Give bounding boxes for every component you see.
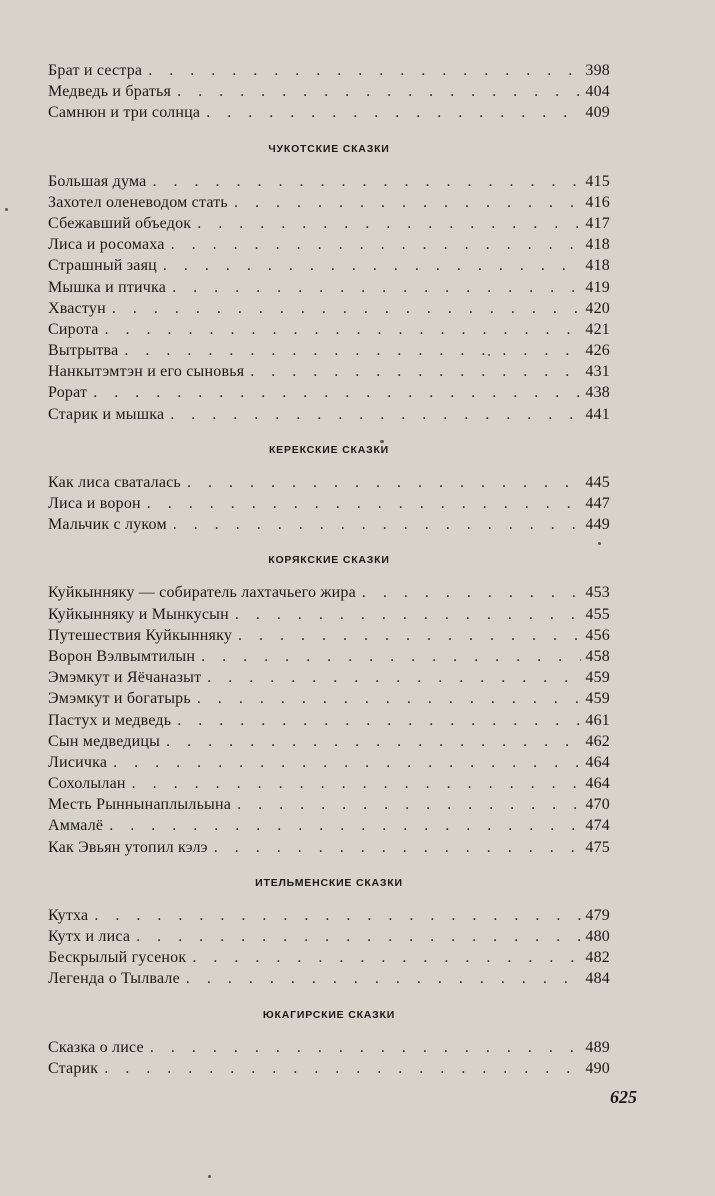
page-number: 625 [610, 1087, 637, 1107]
entry-title: Старик [48, 1059, 99, 1077]
entry-page-number: 490 [585, 1059, 610, 1077]
dot-leader [94, 905, 581, 926]
toc-entry [48, 340, 610, 361]
entry-page-number: 456 [585, 626, 610, 644]
entry-page-number: 445 [585, 473, 610, 491]
entry-title: Мышка и птичка [48, 278, 167, 296]
toc-entry [48, 514, 610, 535]
entry-title: Куйкынняку и Мынкусын [48, 605, 229, 623]
table-of-contents [48, 60, 610, 1079]
toc-entry [48, 213, 610, 234]
paper-speck [598, 542, 601, 545]
toc-section [48, 129, 610, 425]
dot-leader [237, 794, 581, 815]
toc-entry [48, 667, 610, 688]
dot-leader [93, 382, 581, 403]
paper-speck [208, 1175, 211, 1178]
section-heading: ЮКАГИРСКИЕ СКАЗКИ [262, 1008, 396, 1021]
toc-entry [48, 102, 610, 123]
toc-section [48, 430, 610, 536]
toc-entry [48, 255, 610, 276]
entry-title: Куйкынняку — собиратель лахтачьего жира [48, 584, 356, 602]
toc-entry [48, 361, 610, 382]
entry-title: Захотел оленеводом стать [48, 193, 228, 211]
dot-leader [235, 604, 582, 625]
entry-title: Самнюн и три солнца [48, 104, 201, 122]
entry-page-number: 409 [585, 104, 610, 122]
entry-page-number: 421 [585, 320, 610, 338]
paper-speck [5, 208, 8, 211]
entry-title: Большая дума [48, 172, 147, 190]
entry-page-number: 398 [585, 62, 610, 79]
entry-page-number: 489 [585, 1038, 610, 1056]
entry-title: Эмэмкут и богатырь [48, 690, 191, 708]
section-heading: КЕРЕКСКИЕ СКАЗКИ [268, 443, 390, 456]
toc-entry [48, 1058, 610, 1079]
toc-entry [48, 905, 610, 926]
entry-page-number: 438 [585, 384, 610, 402]
dot-leader [187, 472, 581, 493]
entry-page-number: 455 [585, 605, 610, 623]
entry-title: Сохолылан [48, 775, 126, 793]
entry-title: Кутха [48, 906, 89, 924]
toc-entry [48, 926, 610, 947]
entry-page-number: 459 [585, 690, 610, 708]
entry-page-number: 404 [585, 83, 610, 101]
toc-entry [48, 472, 610, 493]
toc-section [48, 995, 610, 1079]
entry-title: Сирота [48, 320, 99, 338]
toc-entry [48, 710, 610, 731]
dot-leader [186, 968, 582, 989]
entry-page-number: 458 [585, 647, 610, 665]
entry-page-number: 461 [585, 711, 610, 729]
entry-page-number: 418 [585, 257, 610, 275]
toc-entry [48, 688, 610, 709]
entry-title: Путешествия Куйкынняку [48, 626, 233, 644]
toc-entry [48, 773, 610, 794]
toc-entry [48, 493, 610, 514]
entry-title: Легенда о Тылвале [48, 970, 180, 988]
entry-page-number: 426 [585, 342, 610, 360]
toc-entry [48, 404, 610, 425]
entry-page-number: 419 [585, 278, 610, 296]
dot-leader [124, 340, 581, 361]
toc-entry [48, 837, 610, 858]
entry-page-number: 464 [585, 775, 610, 793]
dot-leader [197, 688, 582, 709]
dot-leader [207, 667, 581, 688]
entry-page-number: 470 [585, 796, 610, 814]
entry-page-number: 441 [585, 405, 610, 423]
entry-page-number: 464 [585, 753, 610, 771]
dot-leader [192, 947, 581, 968]
entry-page-number: 482 [585, 949, 610, 967]
dot-leader [206, 102, 581, 123]
dot-leader [147, 493, 582, 514]
dot-leader [136, 926, 581, 947]
dot-leader [148, 60, 581, 81]
entry-title: Страшный заяц [48, 257, 157, 275]
toc-entry [48, 277, 610, 298]
toc-entry [48, 604, 610, 625]
entry-page-number: 449 [585, 516, 610, 534]
paper-speck [380, 440, 384, 443]
entry-page-number: 474 [585, 817, 610, 835]
entry-page-number: 459 [585, 669, 610, 687]
toc-entry [48, 731, 610, 752]
entry-page-number: 447 [585, 495, 610, 512]
toc-entry [48, 947, 610, 968]
toc-entry [48, 752, 610, 773]
entry-title: Лиса и ворон [48, 495, 141, 512]
entry-title: Лиса и росомаха [48, 236, 165, 254]
toc-entry [48, 968, 610, 989]
dot-leader [362, 582, 581, 603]
dot-leader [214, 837, 582, 858]
entry-title: Мальчик с луком [48, 516, 167, 534]
toc-entry [48, 60, 610, 81]
dot-leader [177, 710, 581, 731]
section-heading: ЧУКОТСКИЕ СКАЗКИ [268, 142, 390, 155]
entry-title: Кутх и лиса [48, 928, 131, 945]
entry-title: Как лиса сваталась [48, 473, 181, 491]
entry-title: Лисичка [48, 753, 108, 771]
toc-entry [48, 171, 610, 192]
dot-leader [171, 234, 582, 255]
dot-leader [112, 298, 582, 319]
dot-leader [150, 1037, 582, 1058]
section-heading: ИТЕЛЬМЕНСКИЕ СКАЗКИ [255, 876, 403, 889]
entry-title: Месть Рыннынаплыльына [48, 796, 232, 814]
dot-leader [105, 319, 582, 340]
entry-title: Аммалё [48, 817, 104, 835]
entry-page-number: 453 [585, 584, 610, 602]
dot-leader [163, 255, 582, 276]
entry-page-number: 480 [585, 928, 610, 945]
toc-entry [48, 81, 610, 102]
dot-leader [172, 277, 581, 298]
entry-title: Эмэмкут и Яёчаназыт [48, 669, 202, 687]
entry-title: Медведь и братья [48, 83, 172, 101]
toc-section [48, 863, 610, 990]
entry-title: Ворон Вэлвымтилын [48, 647, 196, 665]
entry-title: Сказка о лисе [48, 1038, 144, 1056]
entry-title: Сбежавший объедок [48, 214, 192, 232]
toc-entry [48, 1037, 610, 1058]
dot-leader [250, 361, 581, 382]
toc-entry [48, 319, 610, 340]
dot-leader [173, 514, 582, 535]
toc-entry [48, 192, 610, 213]
toc-entry [48, 646, 610, 667]
toc-entry [48, 234, 610, 255]
toc-entry [48, 582, 610, 603]
entry-title: Рорат [48, 384, 88, 402]
entry-page-number: 417 [585, 214, 610, 232]
dot-leader [109, 815, 581, 836]
entry-title: Старик и мышка [48, 405, 165, 423]
dot-leader [197, 213, 581, 234]
entry-page-number: 416 [585, 193, 610, 211]
dot-leader [238, 625, 581, 646]
paper-speck [488, 354, 490, 356]
entry-title: Нанкытэмтэн и его сыновья [48, 363, 245, 381]
dot-leader [234, 192, 581, 213]
toc-entry [48, 382, 610, 403]
entry-page-number: 418 [585, 236, 610, 254]
toc-entry [48, 625, 610, 646]
entry-page-number: 475 [585, 838, 610, 856]
entry-title: Как Эвьян утопил кэлэ [48, 838, 208, 856]
toc-section [48, 60, 610, 124]
entry-title: Вытрытва [48, 342, 119, 360]
toc-section [48, 540, 610, 857]
dot-leader [170, 404, 581, 425]
entry-title: Брат и сестра [48, 62, 143, 79]
dot-leader [177, 81, 581, 102]
entry-page-number: 462 [585, 732, 610, 750]
entry-page-number: 420 [585, 299, 610, 317]
entry-page-number: 415 [585, 172, 610, 190]
dot-leader [153, 171, 582, 192]
entry-page-number: 479 [585, 906, 610, 924]
section-heading: КОРЯКСКИЕ СКАЗКИ [268, 554, 390, 567]
entry-title: Бескрылый гусенок [48, 949, 187, 967]
toc-entry [48, 794, 610, 815]
entry-title: Сын медведицы [48, 732, 161, 750]
dot-leader [104, 1058, 581, 1079]
dot-leader [132, 773, 582, 794]
entry-title: Хвастун [48, 299, 106, 317]
dot-leader [113, 752, 581, 773]
entry-page-number: 431 [585, 363, 610, 381]
dot-leader [166, 731, 581, 752]
toc-entry [48, 815, 610, 836]
toc-entry [48, 298, 610, 319]
dot-leader [201, 646, 581, 667]
entry-title: Пастух и медведь [48, 711, 172, 729]
entry-page-number: 484 [585, 970, 610, 988]
